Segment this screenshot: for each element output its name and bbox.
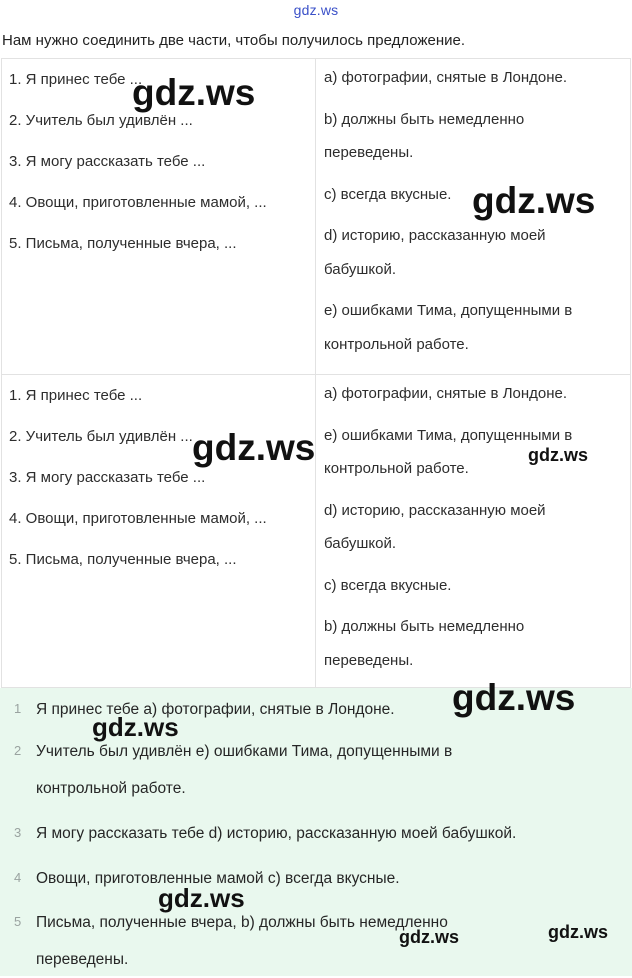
item-number: 5 bbox=[14, 914, 22, 929]
sentence-end: b) должны быть немедленно переведены. bbox=[324, 110, 525, 161]
sentence-end: c) всегда вкусные. bbox=[324, 576, 452, 594]
sentence-start: 4. Овощи, приготовленные мамой, ... bbox=[9, 510, 267, 527]
sentence-end: a) фотографии, снятые в Лондоне. bbox=[324, 69, 568, 86]
sentence-end: e) ошибками Тима, допущенными в контрольной работе. bbox=[324, 302, 573, 353]
watermark: gdz.ws bbox=[132, 72, 256, 113]
left-column bbox=[2, 375, 316, 688]
watermark: gdz.ws bbox=[158, 883, 245, 913]
sentence-start: 2. Учитель был удивлён ... bbox=[9, 112, 193, 129]
answer-text: Учитель был удивлён e) ошибками Тима, допущенными в контрольной работе. bbox=[36, 743, 453, 797]
answer-text: Я принес тебе a) фотографии, снятые в Лондоне. bbox=[36, 701, 395, 718]
sentence-start: 1. Я принес тебе ... bbox=[9, 71, 143, 88]
watermark: gdz.ws bbox=[452, 677, 576, 718]
sentence-end: b) должны быть немедленно переведены. bbox=[324, 618, 525, 669]
site-watermark-top: gdz.ws bbox=[293, 2, 339, 18]
sentence-start: 5. Письма, полученные вчера, ... bbox=[9, 551, 237, 568]
sentence-end: c) всегда вкусные. bbox=[324, 185, 452, 203]
sentence-end: d) историю, рассказанную моей бабушкой. bbox=[324, 501, 546, 552]
sentence-start: 4. Овощи, приготовленные мамой, ... bbox=[9, 194, 267, 211]
right-column bbox=[316, 375, 631, 688]
sentence-end: d) историю, рассказанную моей бабушкой. bbox=[324, 227, 546, 278]
sentence-start: 2. Учитель был удивлён ... bbox=[9, 428, 193, 445]
sentence-end: e) ошибками Тима, допущенными в контрольной работе. bbox=[324, 426, 573, 477]
item-number: 2 bbox=[14, 743, 22, 758]
item-number: 4 bbox=[14, 870, 22, 885]
answer-text: Овощи, приготовленные мамой c) всегда вкусные. bbox=[36, 870, 400, 887]
watermark: gdz.ws bbox=[548, 922, 609, 942]
task-intro: Нам нужно соединить две части, чтобы получилось предложение. bbox=[2, 32, 466, 49]
watermark: gdz.ws bbox=[472, 180, 596, 221]
sentence-end: a) фотографии, снятые в Лондоне. bbox=[324, 385, 568, 402]
sentence-start: 3. Я могу рассказать тебе ... bbox=[9, 153, 206, 170]
item-number: 1 bbox=[14, 701, 22, 716]
watermark: gdz.ws bbox=[399, 927, 460, 947]
watermark: gdz.ws bbox=[192, 427, 316, 468]
sentence-start: 5. Письма, полученные вчера, ... bbox=[9, 235, 237, 252]
matching-table-solution bbox=[1, 374, 631, 688]
answer-text: Я могу рассказать тебе d) историю, рассказанную моей бабушкой. bbox=[36, 825, 517, 842]
sentence-start: 3. Я могу рассказать тебе ... bbox=[9, 469, 206, 486]
item-number: 3 bbox=[14, 825, 22, 840]
watermark: gdz.ws bbox=[92, 712, 179, 742]
answer-text: Письма, полученные вчера, b) должны быть немедленно переведены. bbox=[36, 914, 448, 968]
watermark: gdz.ws bbox=[528, 445, 589, 465]
sentence-start: 1. Я принес тебе ... bbox=[9, 387, 143, 404]
